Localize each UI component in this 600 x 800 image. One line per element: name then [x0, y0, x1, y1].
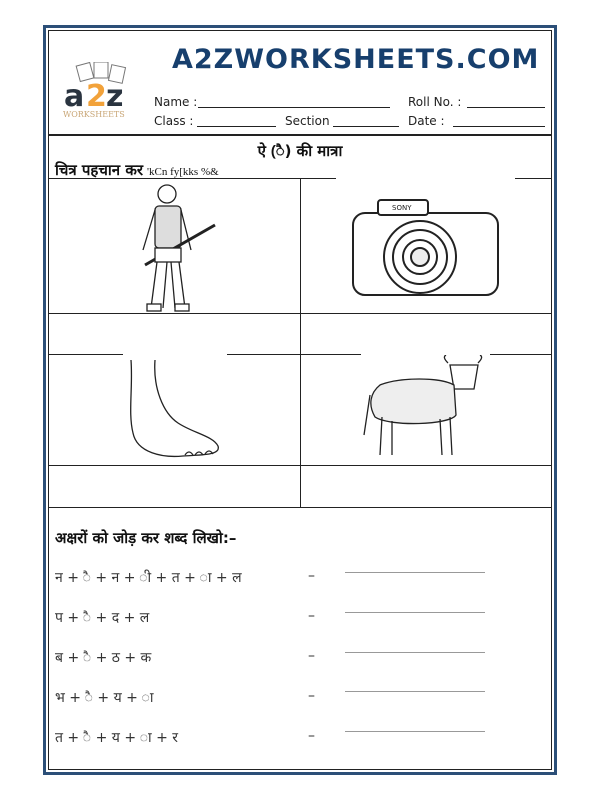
answer-line-4[interactable] — [345, 691, 485, 692]
part2-heading: अक्षरों को जोड़ कर शब्द लिखो:– — [55, 529, 237, 547]
grid-divider — [300, 178, 301, 507]
part1-heading-text: चित्र पहचान कर — [55, 161, 144, 179]
answer-line-5[interactable] — [345, 731, 485, 732]
svg-text:z: z — [106, 79, 124, 114]
row-dash: – — [308, 568, 315, 584]
date-label: Date : — [408, 114, 445, 128]
header-divider — [48, 134, 552, 136]
part1-heading-extra: 'kCn fy[kks %& — [147, 166, 219, 178]
row-dash: – — [308, 688, 315, 704]
join-row-1: न + ै + न + ी + त + ा + ल — [55, 570, 242, 586]
join-row-5: त + ै + य + ा + र — [55, 730, 178, 746]
date-field[interactable] — [453, 126, 545, 127]
site-title: A2ZWORKSHEETS.COM — [172, 44, 540, 75]
ox-picture — [360, 355, 495, 464]
name-field[interactable] — [198, 107, 390, 108]
class-field[interactable] — [197, 126, 276, 127]
grid-line — [48, 354, 123, 355]
soldier-picture — [125, 180, 220, 317]
svg-text:2: 2 — [86, 79, 107, 114]
row-dash: – — [308, 608, 315, 624]
grid-line — [218, 178, 336, 179]
a2z-logo — [60, 62, 140, 122]
join-row-2: प + ै + द + ल — [55, 610, 150, 626]
grid-line — [515, 178, 552, 179]
svg-text:SONY: SONY — [392, 204, 412, 212]
class-label: Class : — [154, 114, 194, 128]
camera-picture — [348, 195, 503, 304]
svg-text:a: a — [64, 79, 85, 114]
svg-text:WORKSHEETS: WORKSHEETS — [63, 110, 125, 119]
join-row-4: भ + ै + य + ा — [55, 690, 154, 706]
grid-line — [48, 507, 552, 508]
join-row-3: ब + ै + ठ + क — [55, 650, 152, 666]
worksheet-title: ऐ (ै) की मात्रा — [257, 142, 343, 160]
answer-line-1[interactable] — [345, 572, 485, 573]
roll-label: Roll No. : — [408, 95, 462, 109]
foot-picture — [123, 358, 223, 467]
roll-field[interactable] — [467, 107, 545, 108]
answer-line-3[interactable] — [345, 652, 485, 653]
row-dash: – — [308, 648, 315, 664]
grid-line — [227, 354, 361, 355]
part1-heading — [55, 160, 219, 180]
section-label: Section — [285, 114, 330, 128]
grid-line — [490, 354, 552, 355]
answer-line-2[interactable] — [345, 612, 485, 613]
section-field[interactable] — [333, 126, 399, 127]
name-label: Name : — [154, 95, 198, 109]
row-dash: – — [308, 728, 315, 744]
